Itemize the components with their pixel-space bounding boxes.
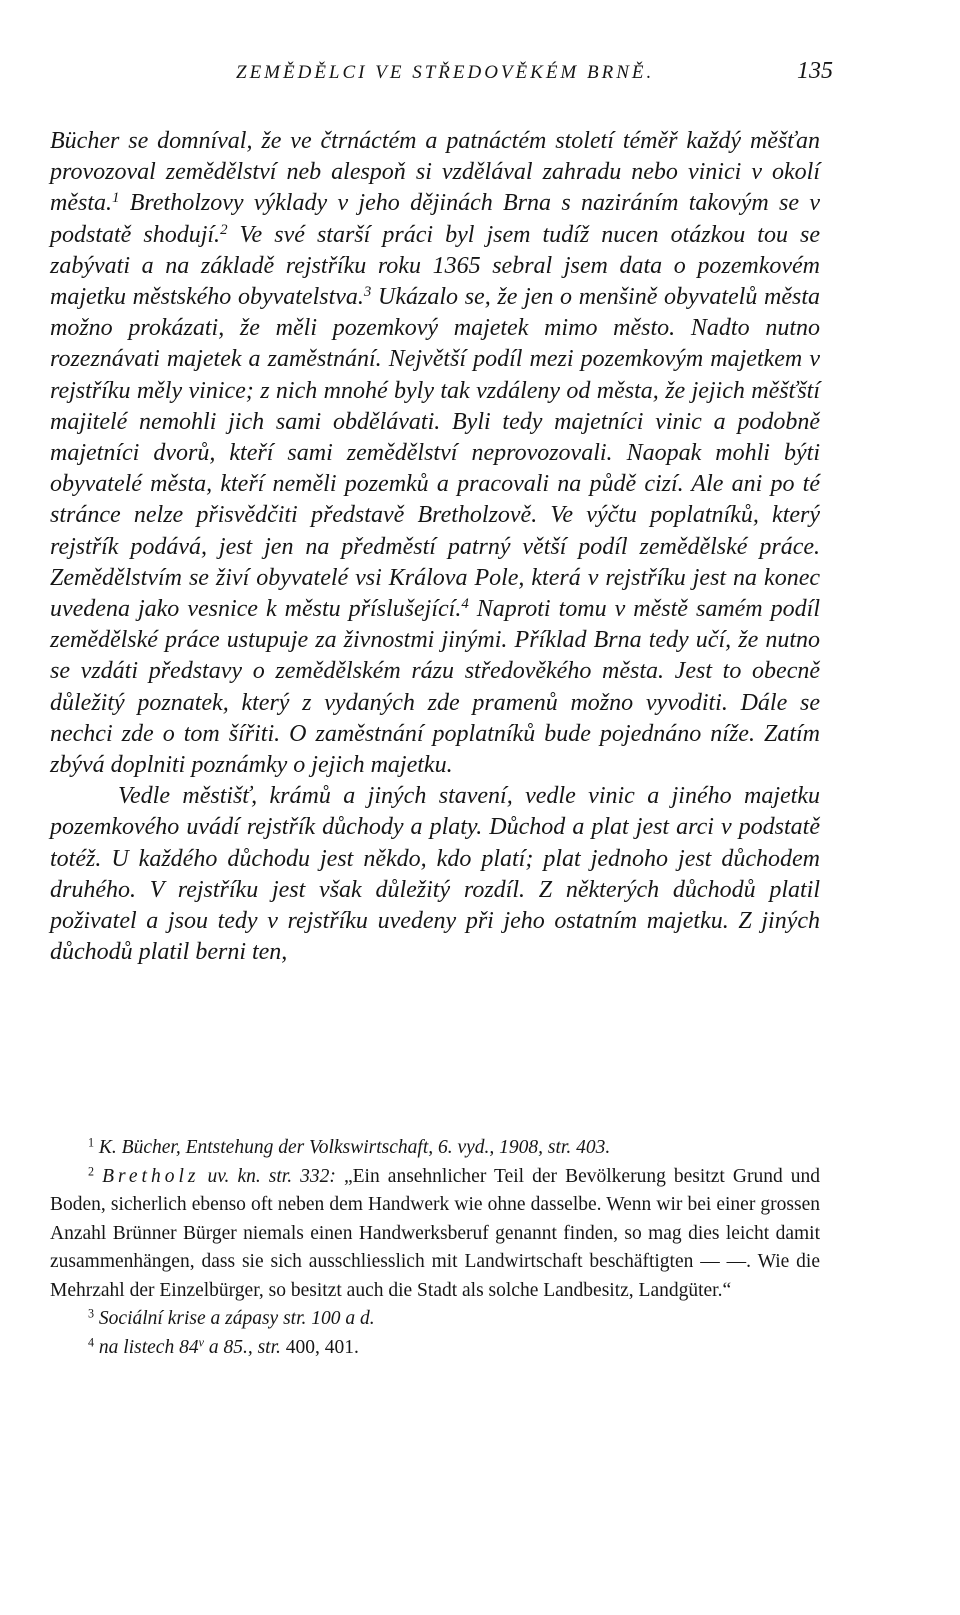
footnote-2-ref: uv. kn. str. 332: bbox=[199, 1165, 336, 1187]
paragraph-1-text-1: Bücher se domníval, že ve čtrnáctém a patnáctém století téměř každý měšťan provozoval zemědělství neb alespoň si vzdělával zahradu nebo vinici v okolí města. bbox=[50, 128, 820, 217]
footnote-3-text: Sociální krise a zápasy str. 100 a d. bbox=[98, 1308, 375, 1329]
paragraph-1-text-4: Ukázalo se, že jen o menšině obyvatelů města možno prokázati, že měli pozemkový majetek mimo město. Nadto nutno rozeznávati majetek a zaměstnání. Největší podíl mezi pozemkovým majetkem v rejstříku měly vinice; z nich mnohé byly tak vzdáleny od města, že jejich měšťští majitelé nemohli jich sami obdělávati. Byli tedy majetníci vinic a podobně majetníci dvorů, kteří sami zemědělství neprovozovali. Naopak mohli býti obyvatelé města, kteří neměli pozemků a pracovali na půdě cizí. Ale ani po té stránce nelze přisvědčiti představě Bretholzově. Ve výčtu poplatníků, který rejstřík podává, jest jen na předměstí patrný větší podíl zemědělské práce. Zemědělstvím se živí obyvatelé vsi Králova Pole, která v rejstříku jest na konec uvedena jako vesnice k městu příslušející. bbox=[50, 284, 820, 623]
paragraph-1-text-3: Ve své starší práci byl jsem tudíž nucen otázkou tou se zabývati a na základě rejstříku roku 1365 sebral jsem data o pozemkovém majetku městského obyvatelstva. bbox=[50, 221, 820, 311]
footnote-2 bbox=[50, 1163, 820, 1306]
footnote-2-quote: „Ein ansehnlicher Teil der Bevölkerung besitzt Grund und Boden, sicherlich ebenso oft neben dem Handwerk wie ohne dasselbe. Wenn wir bei einer grossen Anzahl Brünner Bürger niemals einen Handwerksberuf genannt finden, so mag dies leicht damit zusammenhängen, dass sie sich ausschliesslich mit Landwirtschaft beschäftigten — —. Wie die Mehrzahl der Einzelbürger, so besitzt auch die Stadt als solche Landbesitz, Landgüter.“ bbox=[50, 1165, 821, 1301]
footnotes bbox=[50, 1134, 820, 1362]
footnote-4-mark: 4 bbox=[88, 1334, 95, 1349]
paragraph-1-text-2: Bretholzovy výklady v jeho dějinách Brna s naziráním takovým se v podstatě shodují. bbox=[50, 190, 820, 248]
footnote-1-mark: 1 bbox=[88, 1135, 95, 1150]
paragraph-1-text-5: Naproti tomu v městě samém podíl zemědělské práce ustupuje za živnostmi jinými. Příklad Brna tedy učí, že nutno se vzdáti představy o zemědělském rázu středověkého města. Jest to obecně důležitý poznatek, který z vydaných zde pramenů možno vyvoditi. Dále se nechci zde o tom šířiti. O zaměstnání poplatníků bude pojednáno níže. Zatím zbývá doplniti poznámky o jejich majetku. bbox=[50, 596, 820, 779]
footnote-ref-3: 3 bbox=[363, 283, 372, 300]
body-text bbox=[50, 126, 820, 968]
footnote-3-mark: 3 bbox=[88, 1306, 95, 1321]
footnote-4-pages: 400, 401. bbox=[280, 1336, 359, 1358]
footnote-4-text: na listech 84 bbox=[98, 1336, 199, 1358]
footnote-ref-2: 2 bbox=[220, 221, 228, 238]
footnote-2-author: Bretholz bbox=[102, 1165, 200, 1187]
footnote-3 bbox=[50, 1305, 820, 1334]
running-head bbox=[0, 58, 960, 92]
footnote-2-mark: 2 bbox=[88, 1163, 95, 1178]
footnote-4-verso: v bbox=[198, 1334, 204, 1349]
footnote-1-text: , Entstehung der Volkswirtschaft, 6. vyd., 1908, str. 403. bbox=[175, 1137, 611, 1158]
running-head-title: ZEMĚDĚLCI VE STŘEDOVĚKÉM BRNĚ. bbox=[236, 62, 655, 83]
footnote-ref-1: 1 bbox=[112, 190, 120, 207]
page-number: 135 bbox=[797, 58, 833, 84]
footnote-1 bbox=[50, 1134, 820, 1163]
footnote-4 bbox=[50, 1334, 820, 1363]
footnote-4-text-2: a 85., str. bbox=[203, 1336, 281, 1358]
footnote-ref-4: 4 bbox=[461, 595, 469, 612]
paragraph-2: Vedle městišť, krámů a jiných stavení, vedle vinic a jiného majetku pozemkového uvádí rejstřík důchody a platy. Důchod a plat jest arci v podstatě totéž. U každého důchodu jest někdo, kdo platí; plat jednoho jest důchodem druhého. V rejstříku jest však důležitý rozdíl. Z některých důchodů platil poživatel a jsou tedy v rejstříku uvedeny při jeho ostatním majetku. Z jiných důchodů platil berni ten, bbox=[50, 783, 820, 966]
footnote-1-author: K. Bücher bbox=[98, 1137, 176, 1158]
paragraph-1 bbox=[50, 126, 820, 781]
